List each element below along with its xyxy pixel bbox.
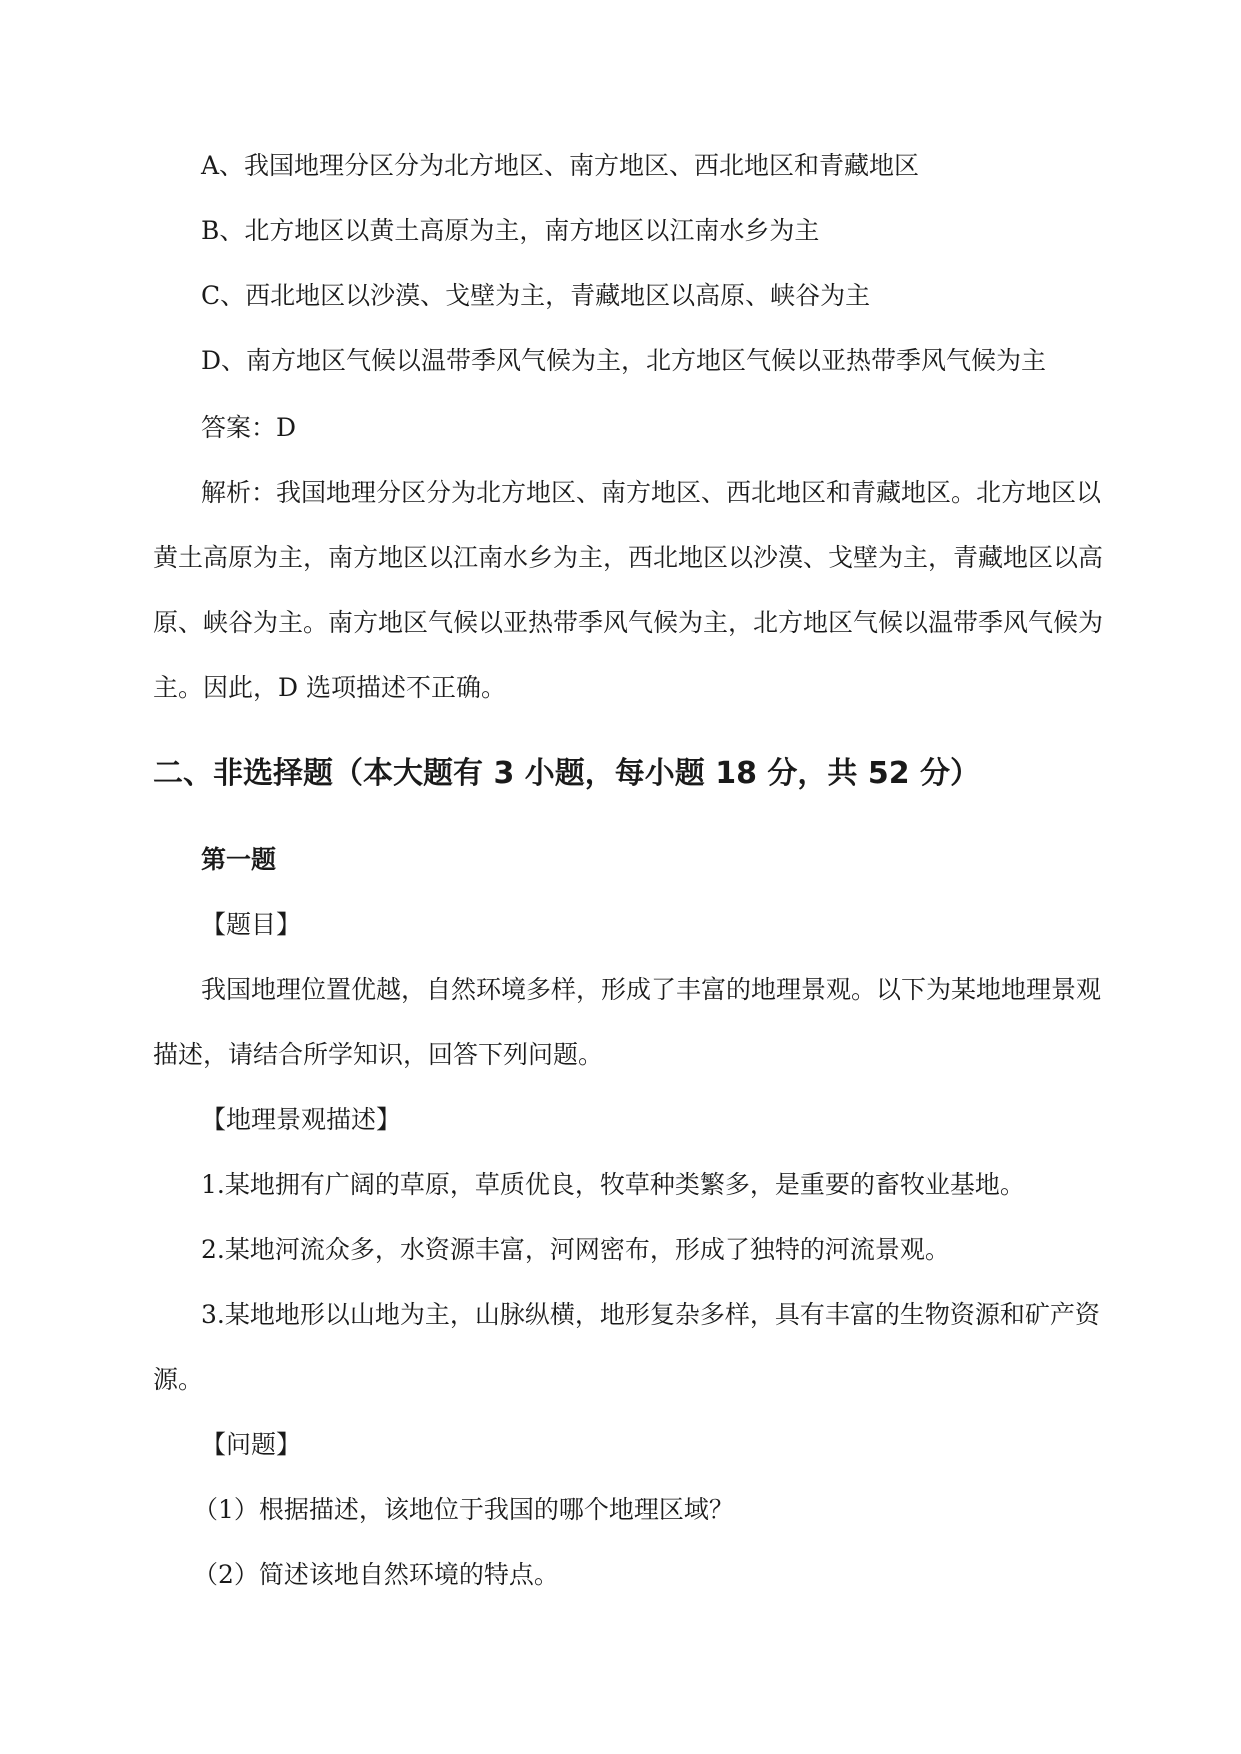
option-c: C、西北地区以沙漠、戈壁为主，青藏地区以高原、峡谷为主 [201, 281, 871, 310]
landscape-item: 源。 [153, 1365, 204, 1394]
analysis-line: 解析：我国地理分区分为北方地区、南方地区、西北地区和青藏地区。北方地区以 [201, 478, 1102, 507]
analysis-line: 原、峡谷为主。南方地区气候以亚热带季风气候为主，北方地区气候以温带季风气候为 [153, 608, 1104, 637]
topic-label: 【题目】 [201, 910, 302, 939]
question-item: （1）根据描述，该地位于我国的哪个地理区域？ [193, 1495, 734, 1524]
analysis-line: 黄土高原为主，南方地区以江南水乡为主，西北地区以沙漠、戈壁为主，青藏地区以高 [153, 543, 1104, 572]
answer-text: 答案：D [201, 413, 297, 442]
topic-text-line: 我国地理位置优越，自然环境多样，形成了丰富的地理景观。以下为某地地理景观 [201, 975, 1102, 1004]
questions-label: 【问题】 [201, 1430, 302, 1459]
question-label: 第一题 [201, 845, 277, 874]
landscape-item: 1.某地拥有广阔的草原，草质优良，牧草种类繁多，是重要的畜牧业基地。 [201, 1170, 1025, 1199]
landscape-item: 3.某地地形以山地为主，山脉纵横，地形复杂多样，具有丰富的生物资源和矿产资 [201, 1300, 1100, 1329]
landscape-item: 2.某地河流众多，水资源丰富，河网密布，形成了独特的河流景观。 [201, 1235, 950, 1264]
option-d: D、南方地区气候以温带季风气候为主，北方地区气候以亚热带季风气候为主 [201, 346, 1047, 375]
question-item: （2）简述该地自然环境的特点。 [193, 1560, 559, 1589]
landscape-label: 【地理景观描述】 [201, 1105, 402, 1134]
option-a: A、我国地理分区分为北方地区、南方地区、西北地区和青藏地区 [201, 151, 920, 180]
topic-text-line: 描述，请结合所学知识，回答下列问题。 [153, 1040, 604, 1069]
option-b: B、北方地区以黄土高原为主，南方地区以江南水乡为主 [201, 216, 820, 245]
section-heading: 二、非选择题（本大题有 3 小题，每小题 18 分，共 52 分） [153, 756, 981, 791]
analysis-line: 主。因此，D 选项描述不正确。 [153, 673, 506, 702]
